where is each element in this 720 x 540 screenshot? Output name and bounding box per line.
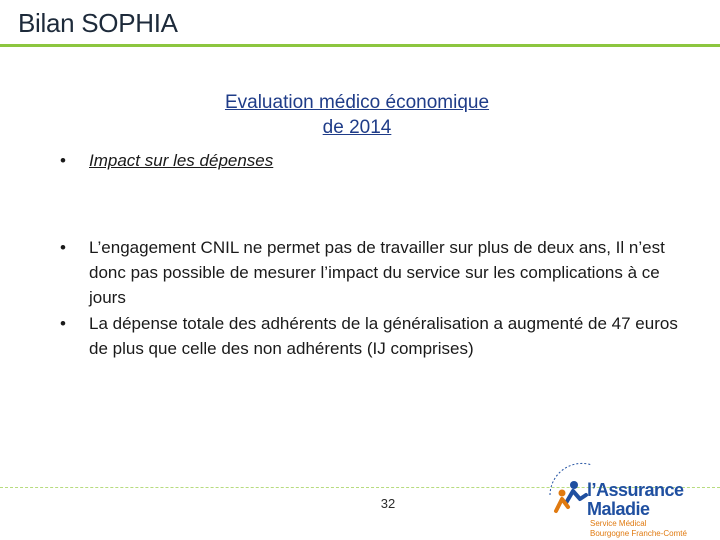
assurance-maladie-logo xyxy=(540,455,710,537)
logo-sub-line-2: Bourgogne Franche-Comté xyxy=(590,529,687,538)
logo-subtitle xyxy=(590,519,687,539)
bullet-text: L’engagement CNIL ne permet pas de travailler sur plus de deux ans, Il n’est donc pas possible de mesurer l’impact du service sur les complications à ce jours xyxy=(89,238,665,307)
bullet-icon: • xyxy=(60,314,66,333)
bullet-item xyxy=(60,235,680,310)
logo-line-2: Maladie xyxy=(587,499,650,519)
bullet-icon: • xyxy=(60,151,66,170)
bullet-item xyxy=(60,311,680,361)
bullet-icon: • xyxy=(60,238,66,257)
slide-header-title: Bilan SOPHIA xyxy=(18,8,178,38)
bullet-text: Impact sur les dépenses xyxy=(89,151,274,170)
bullet-text: La dépense totale des adhérents de la généralisation a augmenté de 47 euros de plus que celle des non adhérents (IJ comprises) xyxy=(89,314,678,358)
slide-heading-line-2: de 2014 xyxy=(322,117,392,138)
logo-line-1: l’Assurance xyxy=(587,480,684,500)
logo-wordmark xyxy=(587,481,684,519)
slide-heading-line-1: Evaluation médico économique xyxy=(224,92,490,113)
slide-heading xyxy=(100,90,614,140)
header-divider xyxy=(0,44,720,47)
bullet-item xyxy=(60,148,680,173)
page-number: 32 xyxy=(380,496,396,511)
logo-sub-line-1: Service Médical xyxy=(590,519,647,528)
